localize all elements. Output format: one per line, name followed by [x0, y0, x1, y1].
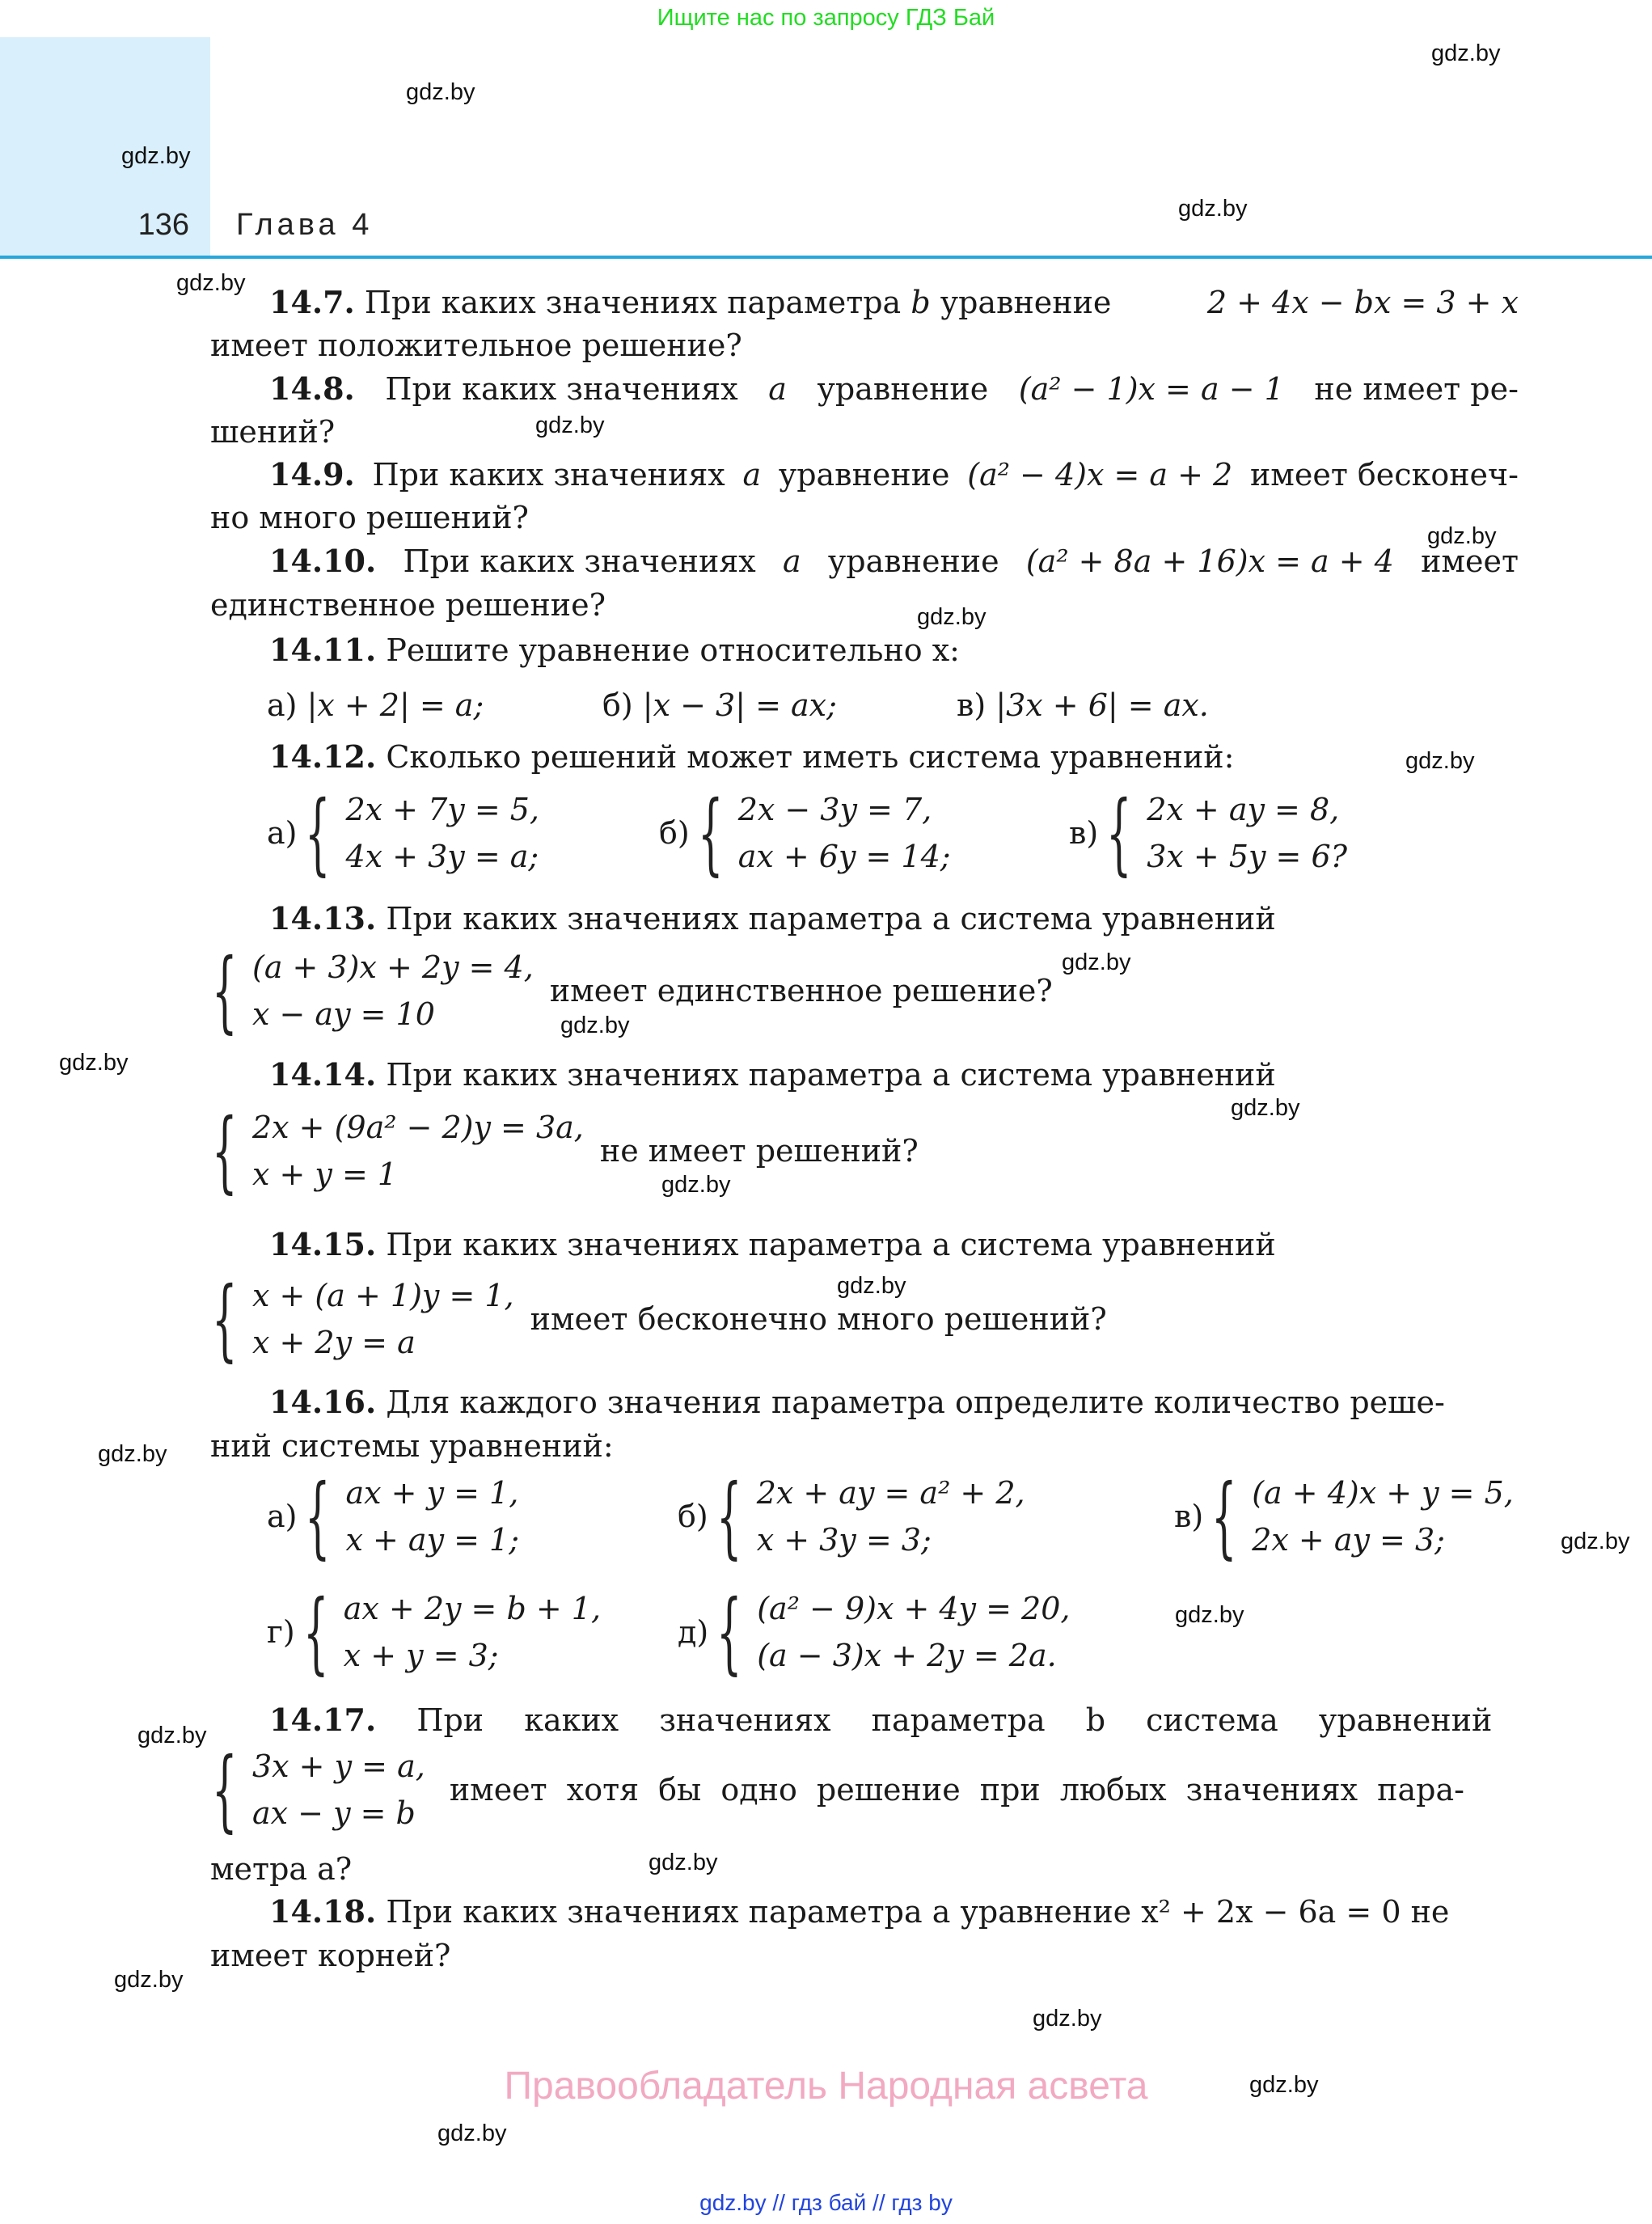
item-label: г)	[267, 1614, 295, 1650]
equation-system	[1174, 1465, 1514, 1568]
brace-icon: {	[305, 1465, 331, 1568]
item-label: а)	[267, 1499, 298, 1534]
problem-number: 14.9.	[269, 456, 355, 493]
watermark: gdz.by	[837, 1273, 906, 1299]
footer-links[interactable]: gdz.by // гдз бай // гдз by	[699, 2190, 953, 2215]
problem-text: имеет	[1421, 543, 1519, 579]
equation: (a² − 4)x = a + 2	[967, 457, 1233, 493]
problem-14-16-line1	[269, 1383, 1519, 1422]
equation-system	[212, 939, 1053, 1042]
equation-system	[212, 1099, 919, 1203]
problem-14-15-line1	[269, 1225, 1519, 1264]
problem-number: 14.7.	[269, 284, 355, 320]
problem-text: При каких значениях параметра a система уравнений	[386, 901, 1276, 937]
problem-14-9-line1	[269, 455, 1519, 494]
problem-14-10-line2: единственное решение?	[210, 587, 606, 623]
equation-system	[267, 1465, 520, 1568]
problem-text: При каких значениях	[403, 543, 756, 579]
problem-number: 14.18.	[269, 1893, 377, 1930]
problem-14-10-line1	[269, 542, 1519, 581]
problem-text: При каких значениях параметра a система уравнений	[386, 1227, 1276, 1262]
item-label: в)	[957, 687, 987, 723]
watermark: gdz.by	[437, 2120, 507, 2146]
variable: a	[768, 371, 787, 407]
item-label: а)	[267, 687, 298, 723]
problem-text: При каких значениях параметра a система уравнений	[386, 1057, 1276, 1093]
watermark: gdz.by	[176, 270, 246, 296]
problem-text: имеет единственное решение?	[549, 973, 1053, 1008]
equation: x − ay = 10	[252, 996, 435, 1032]
equation-system	[267, 1580, 602, 1684]
watermark: gdz.by	[59, 1050, 129, 1076]
equation: (a − 3)x + 2y = 2a.	[757, 1638, 1057, 1673]
watermark: gdz.by	[917, 604, 987, 630]
watermark: gdz.by	[1175, 1602, 1244, 1628]
brace-icon: {	[302, 1580, 329, 1684]
watermark: gdz.by	[137, 1723, 207, 1748]
watermark: gdz.by	[661, 1172, 731, 1198]
item-label: б)	[678, 1499, 708, 1534]
equation: (a² − 9)x + 4y = 20,	[757, 1591, 1071, 1626]
problem-text: При каких значениях параметра a уравнение x² + 2x − 6a = 0 не	[386, 1894, 1450, 1930]
variable: a	[782, 543, 801, 579]
item-label: в)	[1174, 1499, 1204, 1534]
copyright-notice: Правообладатель Народная асвета	[504, 2065, 1148, 2108]
problem-text: имеет бесконеч-	[1249, 457, 1519, 493]
problem-14-18-line2: имеет корней?	[210, 1938, 451, 1973]
watermark: gdz.by	[1033, 2006, 1102, 2032]
brace-icon: {	[1211, 1465, 1237, 1568]
problem-14-17-line1	[269, 1701, 1519, 1740]
equation: ax + 2y = b + 1,	[343, 1591, 602, 1626]
problem-14-8-line1	[269, 370, 1519, 408]
equation-system	[267, 781, 539, 885]
problem-number: 14.15.	[269, 1226, 377, 1262]
problem-14-14-line1	[269, 1055, 1519, 1094]
equation: 3x + 5y = 6?	[1147, 839, 1348, 874]
brace-icon: {	[697, 781, 724, 885]
equation: (a² − 1)x = a − 1	[1018, 371, 1284, 407]
problem-text: При каких значениях параметра	[364, 285, 902, 320]
equation-system	[678, 1465, 1025, 1568]
variable: a	[742, 457, 762, 493]
watermark: gdz.by	[1231, 1095, 1300, 1121]
watermark: gdz.by	[649, 1850, 718, 1875]
watermark: gdz.by	[1178, 196, 1248, 222]
problem-14-9-line2: но много решений?	[210, 500, 529, 535]
watermark: gdz.by	[560, 1013, 630, 1038]
problem-text: При каких значениях параметра b система уравнений	[416, 1702, 1493, 1738]
problem-text: имеет бесконечно много решений?	[530, 1301, 1107, 1337]
brace-icon: {	[212, 1267, 238, 1371]
variable: b	[911, 285, 931, 320]
problem-14-17-line3: метра a?	[210, 1851, 353, 1887]
watermark: gdz.by	[121, 143, 191, 169]
problem-number: 14.11.	[269, 632, 377, 668]
equation-system	[659, 781, 951, 885]
equation: |x − 3| = ax;	[642, 687, 837, 723]
problem-number: 14.13.	[269, 900, 377, 937]
equation: x + 3y = 3;	[756, 1522, 932, 1558]
problem-number: 14.10.	[269, 543, 377, 579]
equation: x + y = 3;	[343, 1638, 499, 1673]
chapter-title: Глава 4	[236, 208, 374, 242]
brace-icon: {	[212, 939, 238, 1042]
brace-icon: {	[1106, 781, 1132, 885]
page-number: 136	[137, 208, 189, 242]
problem-text: имеет хотя бы одно решение при любых значениях пара-	[449, 1772, 1464, 1808]
problem-14-13-line1	[269, 899, 1519, 938]
equation: 2 + 4x − bx = 3 + x	[1206, 285, 1519, 320]
problem-14-7-line2: имеет положительное решение?	[210, 328, 742, 363]
brace-icon: {	[212, 1738, 238, 1841]
problem-number: 14.8.	[269, 370, 355, 407]
watermark: gdz.by	[1405, 748, 1475, 774]
equation-system	[212, 1267, 1107, 1371]
search-banner: Ищите нас по запросу ГДЗ Бай	[657, 5, 995, 31]
equation: |3x + 6| = ax.	[995, 687, 1209, 723]
watermark: gdz.by	[98, 1441, 167, 1467]
problem-14-12-line1	[269, 738, 1519, 776]
equation: 2x + ay = 8,	[1147, 792, 1340, 827]
problem-14-8-line2: шений?	[210, 414, 336, 450]
brace-icon: {	[716, 1580, 742, 1684]
equation: (a + 4)x + y = 5,	[1252, 1475, 1514, 1511]
equation-system	[1069, 781, 1348, 885]
equation: (a + 3)x + 2y = 4,	[252, 949, 534, 985]
equation-system	[212, 1738, 1464, 1841]
watermark: gdz.by	[114, 1967, 184, 1993]
watermark: gdz.by	[1431, 40, 1501, 66]
item-label: б)	[659, 815, 690, 851]
problem-text: уравнение	[778, 457, 950, 493]
problem-text: не имеет ре-	[1314, 371, 1519, 407]
brace-icon: {	[716, 1465, 742, 1568]
brace-icon: {	[305, 781, 331, 885]
item-label: д)	[678, 1614, 709, 1650]
watermark: gdz.by	[1249, 2072, 1319, 2098]
problem-text: уравнение	[940, 285, 1112, 320]
problem-text: Сколько решений может иметь система уравнений:	[386, 739, 1235, 775]
equation: ax + 6y = 14;	[737, 839, 951, 874]
brace-icon: {	[212, 1099, 238, 1203]
equation: ax − y = b	[252, 1795, 416, 1831]
problem-text: При каких значениях	[385, 371, 738, 407]
equation: 2x + (9a² − 2)y = 3a,	[252, 1110, 584, 1145]
problem-text: Решите уравнение относительно x:	[386, 632, 960, 668]
watermark: gdz.by	[1427, 523, 1497, 549]
equation-system	[678, 1580, 1071, 1684]
problem-14-11-item	[957, 686, 1652, 725]
equation: 2x + ay = a² + 2,	[756, 1475, 1025, 1511]
equation: |x + 2| = a;	[306, 687, 484, 723]
problem-text: При каких значениях	[372, 457, 725, 493]
equation: x + ay = 1;	[345, 1522, 520, 1558]
item-label: б)	[602, 687, 633, 723]
problem-text: уравнение	[827, 543, 999, 579]
equation: 4x + 3y = a;	[345, 839, 539, 874]
problem-number: 14.12.	[269, 738, 377, 775]
watermark: gdz.by	[406, 79, 475, 105]
watermark: gdz.by	[535, 412, 605, 438]
equation: x + (a + 1)y = 1,	[252, 1278, 514, 1313]
item-label: в)	[1069, 815, 1099, 851]
problem-number: 14.14.	[269, 1056, 377, 1093]
item-label: а)	[267, 815, 298, 851]
problem-number: 14.17.	[269, 1702, 377, 1738]
equation: x + y = 1	[252, 1156, 398, 1192]
watermark: gdz.by	[1561, 1528, 1630, 1554]
equation: 2x + ay = 3;	[1252, 1522, 1445, 1558]
problem-14-11-line1	[269, 631, 1519, 670]
problem-14-7-line1	[269, 283, 1519, 322]
problem-14-18-line1	[269, 1892, 1519, 1931]
problem-text: Для каждого значения параметра определите количество реше-	[386, 1385, 1445, 1420]
watermark: gdz.by	[1062, 949, 1131, 975]
problem-number: 14.16.	[269, 1384, 377, 1420]
header-rule	[0, 256, 1652, 259]
equation: (a² + 8a + 16)x = a + 4	[1025, 543, 1394, 579]
equation: 2x − 3y = 7,	[737, 792, 932, 827]
equation: 3x + y = a,	[252, 1748, 425, 1784]
equation: ax + y = 1,	[345, 1475, 519, 1511]
problem-14-16-line2: ний системы уравнений:	[210, 1428, 614, 1464]
problem-text: не имеет решений?	[599, 1133, 919, 1169]
equation: 2x + 7y = 5,	[345, 792, 539, 827]
equation: x + 2y = a	[252, 1325, 416, 1360]
problem-text: уравнение	[817, 371, 989, 407]
